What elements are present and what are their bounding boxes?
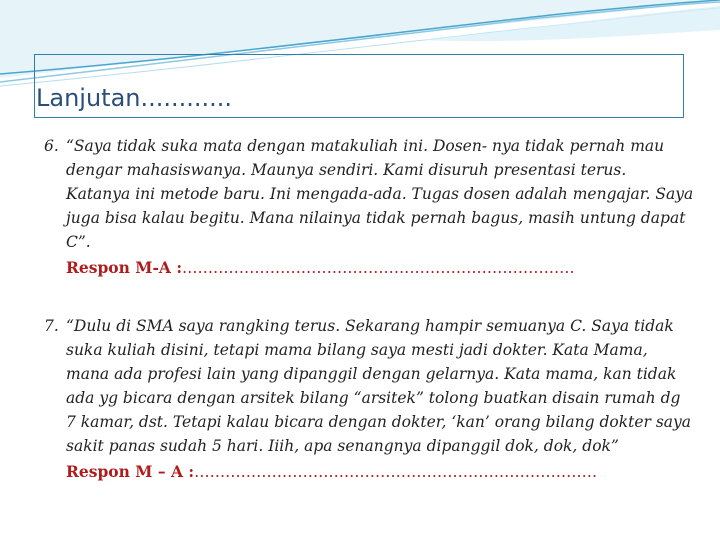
item-text: “Dulu di SMA saya rangking terus. Sekarang hampir semuanya C. Saya tidak suka kuliah disini, tetapi mama bilang saya mesti jadi dokter. Kata Mama, mana ada profesi lain yang dipanggil dengan gelarnya. Kata mama, kan tidak ada yg bicara dengan arsitek bilang “arsitek” tolong buatkan disain rumah dg 7 kamar, dst. Tetapi kalau bicara dengan dokter, ‘kan’ orang bilang dokter saya sakit panas sudah 5 hari. Iiih, apa senangnya dipanggil dok, dok, dok”	[66, 317, 692, 455]
respon-dots: ……………………………………………………………………	[194, 463, 598, 481]
item-text: “Saya tidak suka mata dengan matakuliah ini. Dosen- nya tidak pernah mau dengar mahasiswanya. Maunya sendiri. Kami disuruh presentasi terus. Katanya ini metode baru. Ini mengada-ada. Tugas dosen adalah mengajar. Saya juga bisa kalau begitu. Mana nilainya tidak pernah bagus, masih untung dapat C”.	[66, 137, 694, 251]
respon-label: Respon M-A :	[66, 258, 183, 277]
slide-title: Lanjutan............	[36, 84, 233, 112]
respon-line	[66, 460, 694, 484]
list-item-6	[44, 134, 694, 280]
list-item-7	[44, 314, 694, 484]
item-number: 6.	[44, 137, 59, 155]
item-number: 7.	[44, 317, 59, 335]
respon-line	[66, 256, 694, 280]
respon-label: Respon M – A :	[66, 462, 195, 481]
respon-dots: ………………………………………………………………….	[182, 259, 575, 277]
slide-content	[44, 134, 694, 484]
